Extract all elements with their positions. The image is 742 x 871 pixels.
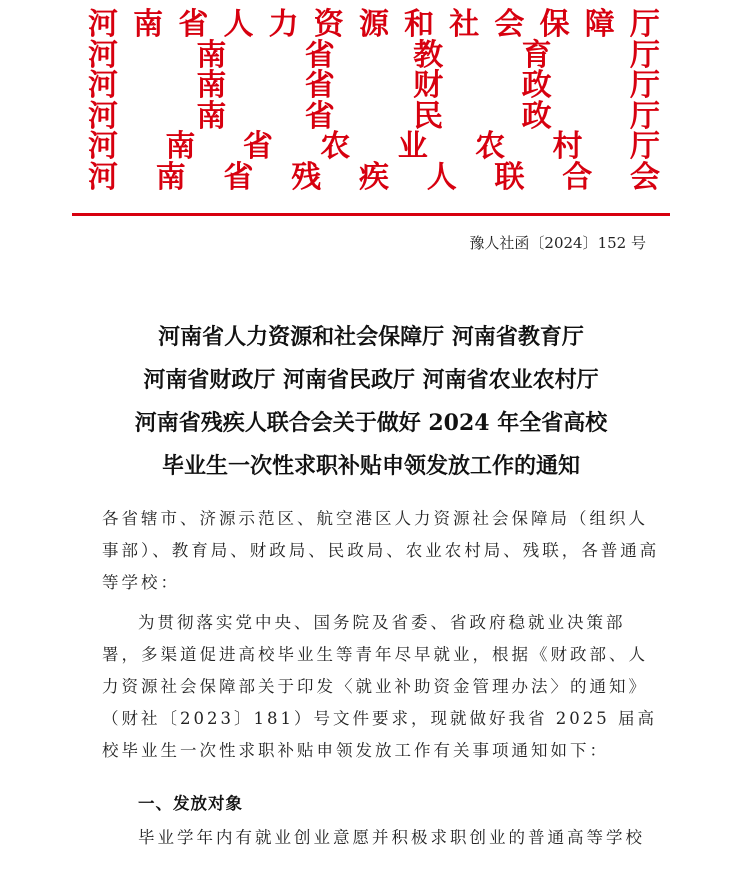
title-line: 河南省人力资源和社会保障厅 河南省教育厅 [158,324,584,350]
issuer-char: 省 [304,37,335,73]
issuer-char: 省 [223,159,254,195]
salutation: 各省辖市、济源示范区、航空港区人力资源社会保障局（组织人事部）、教育局、财政局、民政局、农业农村局、残联，各普通高等学校： [102,509,660,592]
issuer-char: 疾 [359,159,389,195]
issuer-char: 和 [404,7,435,42]
document-title [80,316,662,488]
title-line: 河南省残疾人联合会关于做好 2024 年全省高校 [134,410,608,436]
issuer-header [88,7,660,195]
issuer-row [88,98,660,134]
issuer-char: 源 [358,7,389,42]
issuer-char: 联 [494,159,525,195]
issuer-char: 河 [88,37,118,73]
issuer-char: 会 [630,159,660,195]
issuer-char: 厅 [629,98,660,134]
issuer-char: 河 [88,159,118,195]
issuer-row [88,7,660,42]
title-line: 毕业生一次性求职补贴申领发放工作的通知 [161,453,580,479]
issuer-char: 河 [88,7,118,42]
issuer-row [88,129,660,164]
issuer-char: 政 [521,98,552,134]
issuer-char: 村 [552,129,583,164]
issuer-char: 人 [426,159,457,195]
issuer-char: 南 [196,68,227,103]
issuer-row [88,37,660,73]
issuer-char: 力 [268,7,299,42]
issuer-char: 政 [521,68,552,103]
issuer-char: 厅 [629,7,660,42]
issuer-char: 河 [88,68,118,103]
issuer-char: 南 [196,37,227,73]
issuer-char: 南 [196,98,227,134]
issuer-char: 残 [291,159,322,195]
issuer-char: 河 [88,98,118,134]
body-paragraph: 毕业学年内有就业创业意愿并积极求职创业的普通高等学校 [138,828,645,847]
issuer-char: 业 [397,129,428,164]
issuer-char: 人 [223,7,254,42]
issuer-char: 资 [313,7,344,42]
issuer-row [88,159,660,195]
issuer-char: 省 [304,98,335,134]
issuer-char: 省 [242,129,273,164]
document-number: 豫人社函〔2024〕152 号 [469,234,646,252]
issuer-char: 保 [539,7,570,42]
title-line: 河南省财政厅 河南省民政厅 河南省农业农村厅 [143,367,599,393]
issuer-row [88,68,660,103]
issuer-char: 南 [165,129,196,164]
issuer-char: 财 [413,68,444,103]
issuer-char: 农 [475,129,506,164]
issuer-char: 省 [304,68,335,103]
issuer-char: 厅 [629,37,660,73]
issuer-char: 教 [413,37,444,73]
issuer-char: 社 [449,7,480,42]
red-divider-line [72,213,670,216]
issuer-char: 南 [133,7,164,42]
body-paragraph: 为贯彻落实党中央、国务院及省委、省政府稳就业决策部署，多渠道促进高校毕业生等青年尽早就业，根据《财政部、人力资源社会保障部关于印发〈就业补助资金管理办法〉的通知》（财社〔2023〕181）号文件要求，现就做好我省 2025 届高校毕业生一次性求职补贴申领发放工作有关事项通知如下： [102,613,657,760]
issuer-char: 河 [88,129,118,164]
issuer-char: 合 [562,159,593,195]
issuer-char: 障 [584,7,615,42]
issuer-char: 省 [178,7,209,42]
issuer-char: 农 [320,129,351,164]
section-heading: 一、发放对象 [138,794,243,813]
issuer-char: 会 [494,7,525,42]
issuer-char: 育 [521,37,552,73]
issuer-char: 民 [413,98,444,134]
issuer-char: 厅 [629,129,660,164]
issuer-char: 厅 [629,68,660,103]
issuer-char: 南 [155,159,186,195]
